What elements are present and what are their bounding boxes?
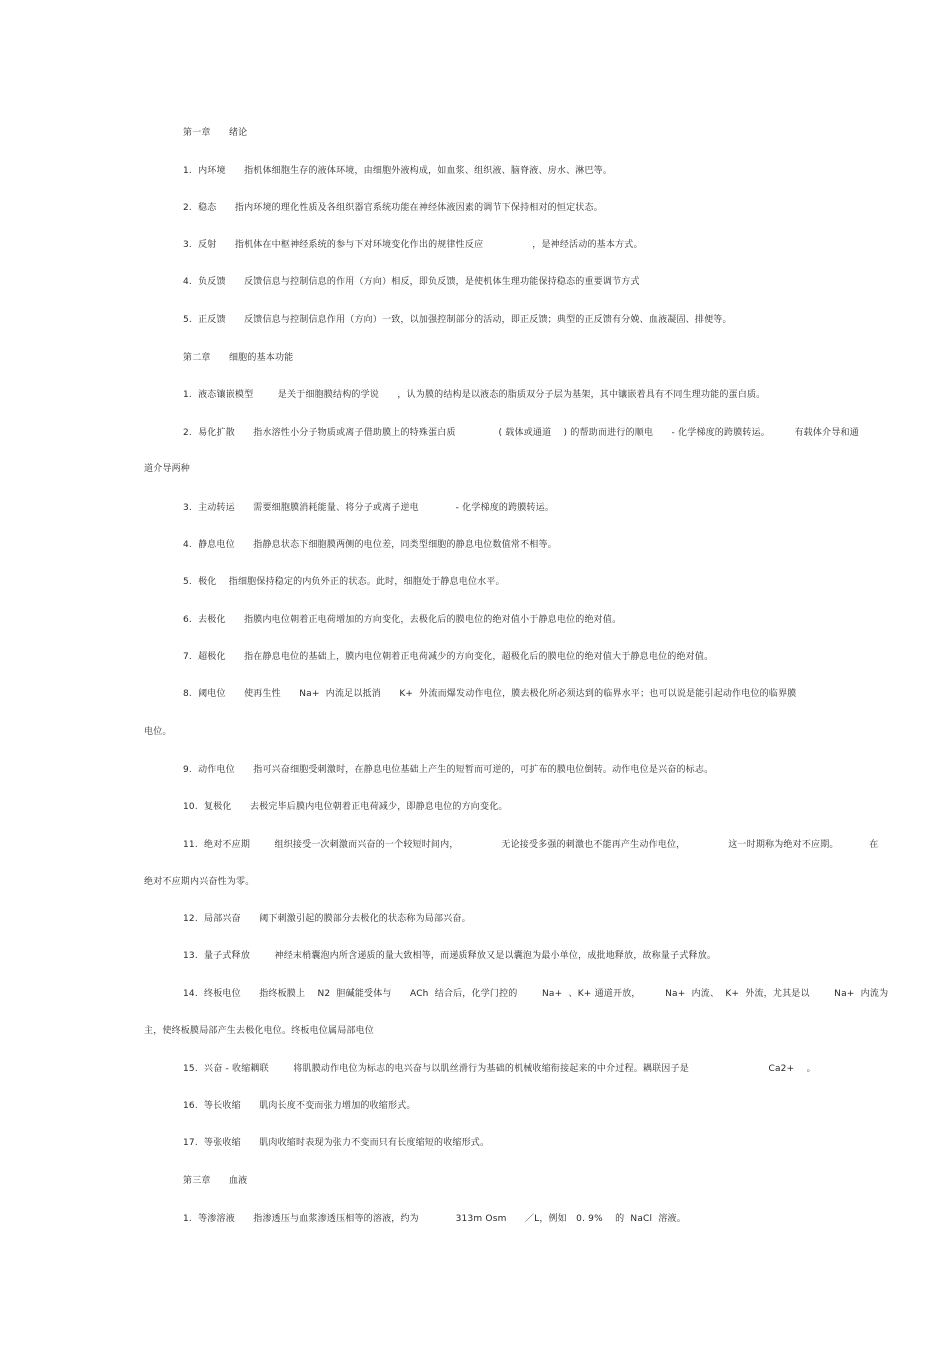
term-2-14-cont: 主，使终板膜局部产生去极化电位。终板电位属局部电位 xyxy=(144,1026,375,1036)
term-2-5: 5. 极化 指细胞保持稳定的内负外正的状态。此时，细胞处于静息电位水平。 xyxy=(183,577,505,587)
term-3-1: 1. 等渗溶液 指渗透压与血浆渗透压相等的溶液，约为 313m Osm ／L，例如 0. 9% 的 NaCl 溶液。 xyxy=(183,1214,686,1224)
term-2-6: 6. 去极化 指膜内电位朝着正电荷增加的方向变化，去极化后的膜电位的绝对值小于静息电位的绝对值。 xyxy=(183,615,622,625)
chapter-2-heading: 第二章 细胞的基本功能 xyxy=(183,353,294,363)
term-2-11: 11. 绝对不应期 组织接受一次刺激而兴奋的一个较短时间内， 无论接受多强的刺激也不能再产生动作电位， 这一时期称为绝对不应期。 在 xyxy=(183,840,879,850)
term-2-8: 8. 阈电位 使再生性 Na+ 内流足以抵消 K+ 外流而爆发动作电位，膜去极化所必须达到的临界水平；也可以说是能引起动作电位的临界膜 xyxy=(183,689,797,699)
chapter-1-heading: 第一章 绪论 xyxy=(183,128,248,138)
term-1-4: 4. 负反馈 反馈信息与控制信息的作用（方向）相反，即负反馈，是使机体生理功能保持稳态的重要调节方式 xyxy=(183,277,640,287)
term-2-15: 15. 兴奋 - 收缩耦联 将肌膜动作电位为标志的电兴奋与以肌丝滑行为基础的机械收缩衔接起来的中介过程。耦联因子是 Ca2+ 。 xyxy=(183,1064,816,1074)
term-2-16: 16. 等长收缩 肌肉长度不变而张力增加的收缩形式。 xyxy=(183,1101,416,1111)
chapter-3-heading: 第三章 血液 xyxy=(183,1176,248,1186)
term-1-3: 3. 反射 指机体在中枢神经系统的参与下对环境变化作出的规律性反应 ，是神经活动的基本方式。 xyxy=(183,240,643,250)
term-2-1: 1. 液态镶嵌模型 是关于细胞膜结构的学说 ，认为膜的结构是以液态的脂质双分子层为基架，其中镶嵌着具有不同生理功能的蛋白质。 xyxy=(183,390,766,400)
term-2-3: 3. 主动转运 需要细胞膜消耗能量、将分子或离子逆电 - 化学梯度的跨膜转运。 xyxy=(183,503,555,513)
term-2-10: 10. 复极化 去极完毕后膜内电位朝着正电荷减少，即静息电位的方向变化。 xyxy=(183,802,508,812)
term-2-7: 7. 超极化 指在静息电位的基础上，膜内电位朝着正电荷减少的方向变化，超极化后的膜电位的绝对值大于静息电位的绝对值。 xyxy=(183,652,714,662)
term-1-5: 5. 正反馈 反馈信息与控制信息作用（方向）一致，以加强控制部分的活动，即正反馈；典型的正反馈有分娩、血液凝固、排便等。 xyxy=(183,315,732,325)
term-2-4: 4. 静息电位 指静息状态下细胞膜两侧的电位差，同类型细胞的静息电位数值常不相等。 xyxy=(183,540,557,550)
term-2-13: 13. 量子式释放 神经末梢囊泡内所含递质的量大致相等，而递质释放又是以囊泡为最小单位，成批地释放，故称量子式释放。 xyxy=(183,951,717,961)
term-2-17: 17. 等张收缩 肌肉收缩时表现为张力不变而只有长度缩短的收缩形式。 xyxy=(183,1138,490,1148)
term-2-9: 9. 动作电位 指可兴奋细胞受刺激时，在静息电位基础上产生的短暂而可逆的，可扩布的膜电位倒转。动作电位是兴奋的标志。 xyxy=(183,765,714,775)
term-2-12: 12. 局部兴奋 阈下刺激引起的膜部分去极化的状态称为局部兴奋。 xyxy=(183,914,471,924)
term-2-14: 14. 终板电位 指终板膜上 N2 胆碱能受体与 ACh 结合后，化学门控的 Na+ 、K+ 通道开放， Na+ 内流、 K+ 外流，尤其是以 Na+ 内流为 xyxy=(183,989,889,999)
term-2-8-cont: 电位。 xyxy=(144,727,172,737)
term-2-2-cont: 道介导两种 xyxy=(144,464,191,474)
term-2-11-cont: 绝对不应期内兴奋性为零。 xyxy=(144,877,255,887)
term-1-2: 2. 稳态 指内环境的理化性质及各组织器官系统功能在神经体液因素的调节下保持相对的恒定状态。 xyxy=(183,203,603,213)
term-1-1: 1. 内环境 指机体细胞生存的液体环境，由细胞外液构成，如血浆、组织液、脑脊液、房水、淋巴等。 xyxy=(183,166,613,176)
term-2-2: 2. 易化扩散 指水溶性小分子物质或离子借助膜上的特殊蛋白质 ( 载体或通道 ) 的帮助而进行的顺电 - 化学梯度的跨膜转运。 有载体介导和通 xyxy=(183,428,859,438)
